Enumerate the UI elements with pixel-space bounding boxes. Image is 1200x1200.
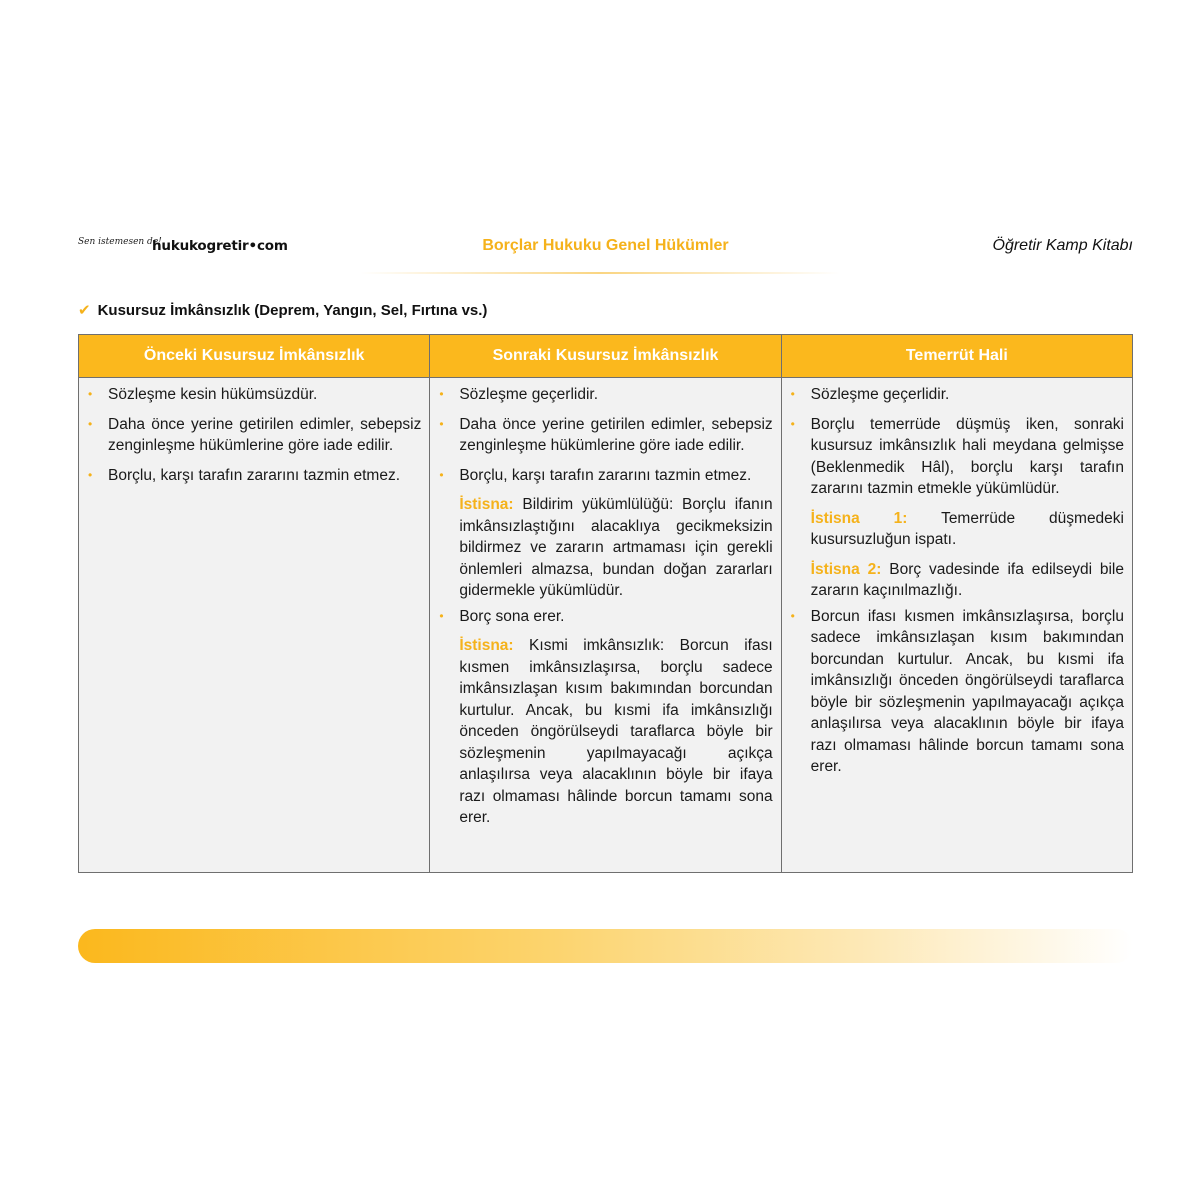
list-item: [438, 414, 772, 457]
exception-text: Temerrüde düşmedeki kusursuzluğun ispatı.: [810, 509, 1124, 548]
list-default-cont: [790, 606, 1124, 778]
exception-note: [811, 559, 1124, 602]
list-item: [790, 606, 1124, 778]
exception-label: İstisna:: [459, 637, 514, 654]
column-header-subsequent: Sonraki Kusursuz İmkânsızlık: [430, 335, 781, 378]
bullet-icon: •: [439, 387, 444, 401]
list-item: [87, 384, 421, 406]
list-item: [438, 384, 772, 406]
tagline: Sen istemesen de!: [78, 237, 162, 247]
footer-gradient-bar: [78, 929, 1133, 963]
section-heading: [78, 301, 487, 319]
exception-label: İstisna 1:: [810, 509, 908, 527]
list-item-text: Borçlu, karşı tarafın zararını tazmin etmez.: [108, 466, 401, 484]
list-item: [438, 465, 772, 487]
bullet-icon: •: [88, 387, 93, 401]
table-header-row: [79, 335, 1133, 378]
cell-default: [781, 378, 1132, 873]
header-divider: [360, 272, 840, 274]
exception-label: İstisna:: [459, 496, 514, 513]
document-title: Borçlar Hukuku Genel Hükümler: [482, 237, 729, 254]
bullet-icon: •: [439, 467, 444, 482]
list-prior: [87, 384, 421, 486]
bullet-icon: •: [790, 608, 795, 623]
bullet-icon: •: [439, 416, 444, 431]
table-row: [79, 378, 1133, 873]
bullet-icon: •: [88, 416, 93, 431]
list-item-text: Borç sona erer.: [459, 607, 565, 625]
section-heading-text: Kusursuz İmkânsızlık (Deprem, Yangın, Sel, Fırtına vs.): [97, 302, 488, 319]
brand-logo: hukukogretir•com: [152, 238, 288, 254]
column-header-default: Temerrüt Hali: [781, 335, 1132, 378]
list-item-text: Sözleşme geçerlidir.: [810, 386, 950, 403]
list-item: [87, 414, 421, 457]
list-item-text: Sözleşme kesin hükümsüzdür.: [108, 386, 318, 403]
bullet-icon: •: [790, 416, 795, 431]
list-item-text: Borçlu, karşı tarafın zararını tazmin etmez.: [459, 466, 752, 484]
list-item-text: Borcun ifası kısmen imkânsızlaşırsa, borçlu sadece imkânsızlaşan kısım bakımından borcundan kurtulur. Ancak, bu kısmi ifa imkânsızlığı önceden öngörülseydi taraflarca böyle bir sözleşmenin yapılmayacağı açıkça anlaşılırsa veya alacaklının böyle bir ifaya razı olmaması hâlinde borcun tamamı sona erer.: [810, 607, 1124, 775]
list-item-text: Sözleşme geçerlidir.: [459, 386, 599, 403]
bullet-icon: •: [88, 467, 93, 482]
exception-text: Borç vadesinde ifa edilseydi bile zararın kaçınılmazlığı.: [810, 560, 1124, 599]
page-header: [78, 232, 1133, 262]
exception-text: Bildirim yükümlülüğü: Borçlu ifanın imkânsızlaştığını alacaklıya gecikmeksizin bildirmez ve zararın artmaması için gerekli önlemleri almazsa, bundan doğan zararları gidermekle yükümlüdür.: [459, 496, 773, 599]
exception-text: Kısmi imkânsızlık: Borcun ifası kısmen imkânsızlaşırsa, borçlu sadece imkânsızlaşan kısım bakımından borcundan kurtulur. Ancak, bu kısmi ifa imkânsızlığı önceden öngörülseydi taraflarca böyle bir sözleşmenin yapılmayacağı açıkça anlaşılırsa veya alacaklının böyle bir ifaya razı olmaması hâlinde borcun tamamı sona erer.: [459, 637, 773, 826]
bullet-icon: •: [790, 387, 795, 401]
column-header-prior: Önceki Kusursuz İmkânsızlık: [79, 335, 430, 378]
exception-note: [811, 508, 1124, 551]
list-item: [790, 384, 1124, 406]
list-default: [790, 384, 1124, 500]
list-subsequent-cont: [438, 606, 772, 628]
check-icon: ✔: [78, 302, 91, 319]
list-item: [790, 414, 1124, 500]
list-item-text: Borçlu temerrüde düşmüş iken, sonraki kusursuz imkânsızlık hali meydana gelmişse (Beklenmedik Hâl), borçlu karşı tarafın zararını tazmin etmekle yükümlüdür.: [810, 415, 1124, 497]
exception-label: İstisna 2:: [810, 560, 882, 578]
list-item-text: Daha önce yerine getirilen edimler, sebepsiz zenginleşme hükümlerine göre iade edilir.: [459, 415, 773, 454]
cell-subsequent: [430, 378, 781, 873]
cell-prior: [79, 378, 430, 873]
bullet-icon: •: [439, 608, 444, 623]
list-item: [438, 606, 772, 628]
comparison-table: [78, 334, 1133, 873]
list-subsequent: [438, 384, 772, 486]
list-item: [87, 465, 421, 487]
exception-note: [459, 635, 772, 829]
list-item-text: Daha önce yerine getirilen edimler, sebepsiz zenginleşme hükümlerine göre iade edilir.: [108, 415, 422, 454]
exception-note: [459, 494, 772, 602]
book-title: Öğretir Kamp Kitabı: [992, 237, 1133, 254]
